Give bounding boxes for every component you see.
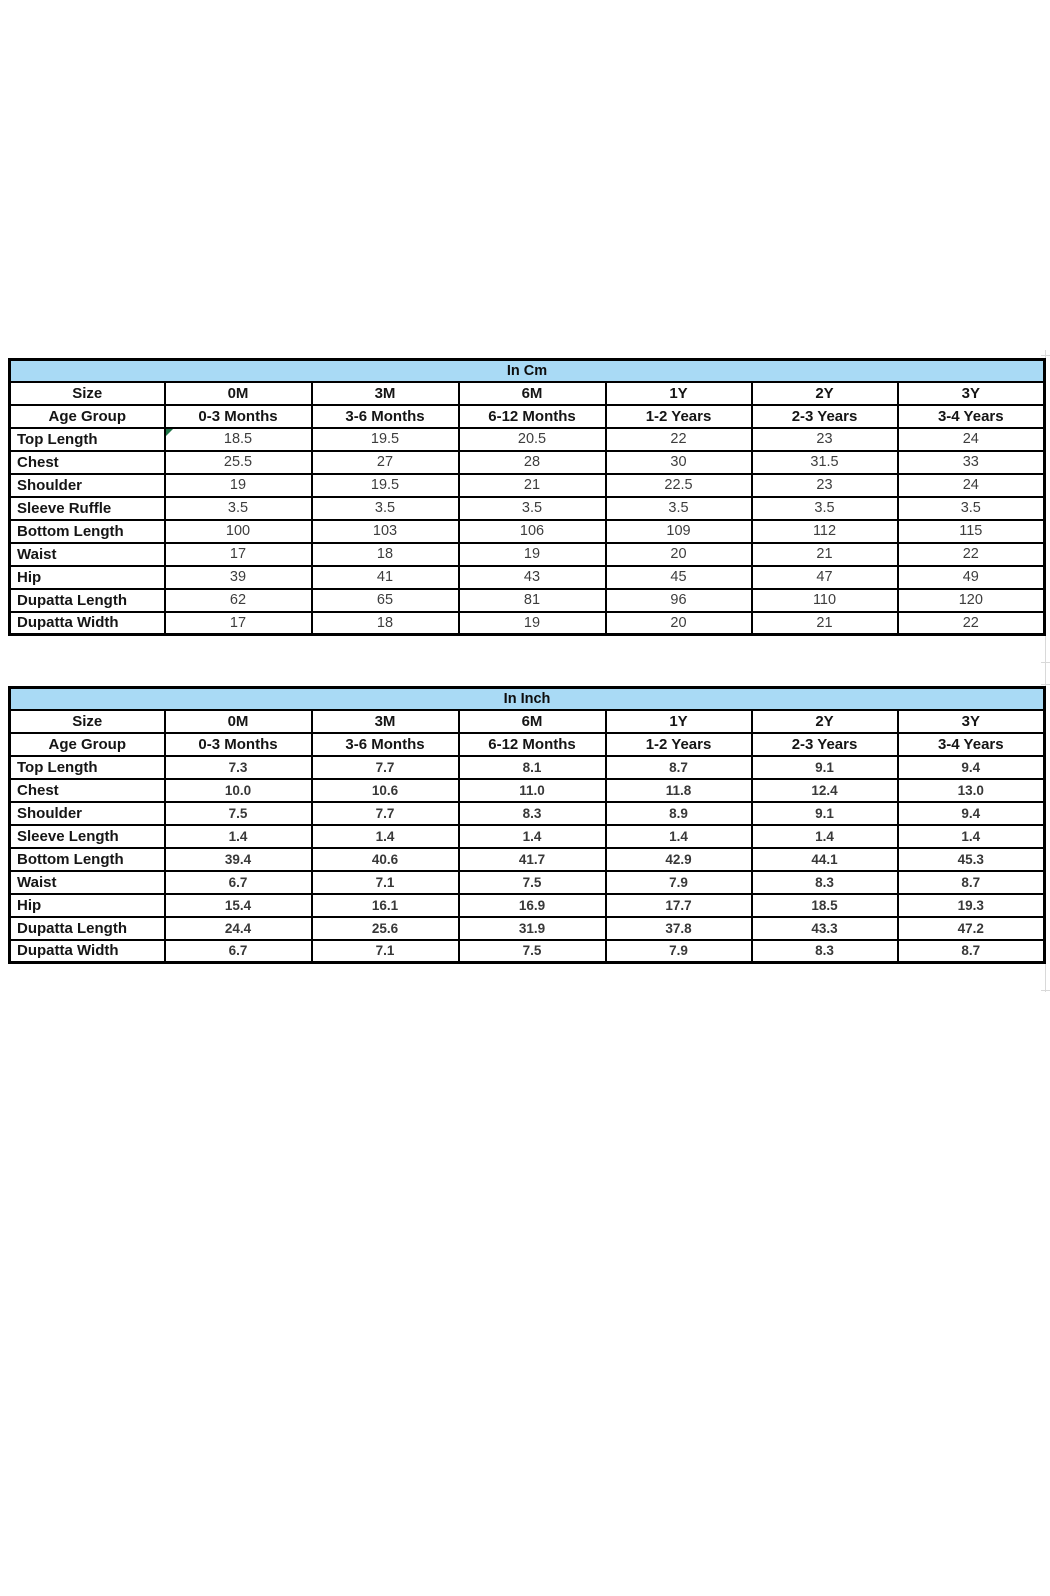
measurement-value: 24: [898, 428, 1045, 451]
measurement-value: 39.4: [165, 848, 312, 871]
measurement-value: 28: [459, 451, 606, 474]
measurement-value: 8.3: [752, 871, 898, 894]
age-header-cell: 0-3 Months: [165, 733, 312, 756]
measurement-value: 65: [312, 589, 459, 612]
size-header-cell: 3M: [312, 710, 459, 733]
size-header-cell: 3M: [312, 382, 459, 405]
measurement-value: 24.4: [165, 917, 312, 940]
measurement-value: 19: [165, 474, 312, 497]
worksheet-gridline-stub: [1041, 990, 1050, 991]
measurement-value: 7.5: [165, 802, 312, 825]
measurement-row: [10, 451, 1045, 474]
measurement-value: 11.8: [606, 779, 752, 802]
age-group-header-row: [10, 733, 1045, 756]
age-row-label: Age Group: [10, 405, 165, 428]
table-title: In Cm: [10, 360, 1045, 382]
measurement-row: [10, 497, 1045, 520]
measurement-value: 31.9: [459, 917, 606, 940]
measurement-label: Hip: [10, 894, 165, 917]
age-header-cell: 3-6 Months: [312, 733, 459, 756]
measurement-label: Chest: [10, 779, 165, 802]
age-header-cell: 1-2 Years: [606, 405, 752, 428]
age-row-label: Age Group: [10, 733, 165, 756]
measurement-value: 115: [898, 520, 1045, 543]
measurement-value: 1.4: [312, 825, 459, 848]
age-header-cell: 3-4 Years: [898, 405, 1045, 428]
measurement-label: Dupatta Length: [10, 589, 165, 612]
measurement-row: [10, 802, 1045, 825]
measurement-value: 6.7: [165, 940, 312, 963]
measurement-value: 22.5: [606, 474, 752, 497]
measurement-value: 112: [752, 520, 898, 543]
size-header-cell: 2Y: [752, 382, 898, 405]
measurement-label: Waist: [10, 543, 165, 566]
measurement-label: Waist: [10, 871, 165, 894]
worksheet-gridline-stub: [1041, 684, 1050, 685]
measurement-value: 3.5: [898, 497, 1045, 520]
measurement-label: Bottom Length: [10, 520, 165, 543]
measurement-row: [10, 756, 1045, 779]
size-header-row: [10, 382, 1045, 405]
measurement-value: 9.4: [898, 802, 1045, 825]
age-header-cell: 6-12 Months: [459, 405, 606, 428]
measurement-value: 109: [606, 520, 752, 543]
measurement-value: 19: [459, 612, 606, 635]
measurement-value: 8.3: [752, 940, 898, 963]
measurement-label: Dupatta Length: [10, 917, 165, 940]
size-header-cell: 6M: [459, 382, 606, 405]
measurement-value: 7.1: [312, 871, 459, 894]
size-row-label: Size: [10, 382, 165, 405]
measurement-value: 20: [606, 543, 752, 566]
measurement-row: [10, 917, 1045, 940]
measurement-value: 120: [898, 589, 1045, 612]
measurement-value: 8.1: [459, 756, 606, 779]
measurement-label: Dupatta Width: [10, 940, 165, 963]
age-header-cell: 3-4 Years: [898, 733, 1045, 756]
measurement-value: 40.6: [312, 848, 459, 871]
size-header-cell: 0M: [165, 382, 312, 405]
measurement-value: 1.4: [459, 825, 606, 848]
measurement-value: 16.9: [459, 894, 606, 917]
measurement-value: 47: [752, 566, 898, 589]
measurement-row: [10, 543, 1045, 566]
measurement-row: [10, 474, 1045, 497]
measurement-value: 7.5: [459, 940, 606, 963]
age-header-cell: 6-12 Months: [459, 733, 606, 756]
measurement-value: 11.0: [459, 779, 606, 802]
measurement-value: 7.7: [312, 802, 459, 825]
measurement-value: 7.9: [606, 940, 752, 963]
age-header-cell: 1-2 Years: [606, 733, 752, 756]
size-header-cell: 6M: [459, 710, 606, 733]
measurement-value: 9.1: [752, 802, 898, 825]
measurement-value: 43.3: [752, 917, 898, 940]
measurement-value: 19: [459, 543, 606, 566]
size-header-cell: 2Y: [752, 710, 898, 733]
measurement-value: 18: [312, 543, 459, 566]
age-header-cell: 0-3 Months: [165, 405, 312, 428]
measurement-value: 9.4: [898, 756, 1045, 779]
measurement-value: 45.3: [898, 848, 1045, 871]
measurement-value: 8.9: [606, 802, 752, 825]
measurement-value: 19.3: [898, 894, 1045, 917]
age-header-cell: 2-3 Years: [752, 405, 898, 428]
measurement-value: 3.5: [606, 497, 752, 520]
age-group-header-row: [10, 405, 1045, 428]
measurement-value: 45: [606, 566, 752, 589]
measurement-value: 21: [752, 612, 898, 635]
size-table-in-inch: [8, 686, 1046, 964]
measurement-value: 18.5: [752, 894, 898, 917]
measurement-label: Sleeve Length: [10, 825, 165, 848]
measurement-row: [10, 612, 1045, 635]
measurement-value: 19.5: [312, 474, 459, 497]
measurement-label: Dupatta Width: [10, 612, 165, 635]
measurement-label: Hip: [10, 566, 165, 589]
measurement-value: 17: [165, 543, 312, 566]
size-header-cell: 0M: [165, 710, 312, 733]
measurement-value: 100: [165, 520, 312, 543]
measurement-row: [10, 566, 1045, 589]
measurement-value: 8.3: [459, 802, 606, 825]
measurement-value: 25.6: [312, 917, 459, 940]
measurement-value: 17.7: [606, 894, 752, 917]
measurement-row: [10, 871, 1045, 894]
measurement-value: 7.5: [459, 871, 606, 894]
measurement-value: 62: [165, 589, 312, 612]
measurement-value: 96: [606, 589, 752, 612]
measurement-value: 39: [165, 566, 312, 589]
measurement-value: 24: [898, 474, 1045, 497]
measurement-value: 8.7: [898, 871, 1045, 894]
measurement-value: 3.5: [165, 497, 312, 520]
measurement-row: [10, 589, 1045, 612]
table-title-row: [10, 360, 1045, 382]
measurement-value: 20: [606, 612, 752, 635]
measurement-value: 6.7: [165, 871, 312, 894]
size-header-cell: 1Y: [606, 710, 752, 733]
measurement-value: 49: [898, 566, 1045, 589]
measurement-value: 17: [165, 612, 312, 635]
measurement-value: 81: [459, 589, 606, 612]
measurement-row: [10, 940, 1045, 963]
measurement-value: 7.7: [312, 756, 459, 779]
measurement-value: 16.1: [312, 894, 459, 917]
measurement-label: Top Length: [10, 428, 165, 451]
measurement-row: [10, 894, 1045, 917]
measurement-value: 22: [898, 612, 1045, 635]
measurement-value: 37.8: [606, 917, 752, 940]
size-header-cell: 1Y: [606, 382, 752, 405]
table-title: In Inch: [10, 688, 1045, 710]
measurement-value: 103: [312, 520, 459, 543]
measurement-row: [10, 779, 1045, 802]
measurement-row: [10, 848, 1045, 871]
size-table-in-cm: [8, 358, 1046, 636]
measurement-value: 23: [752, 428, 898, 451]
table-title-row: [10, 688, 1045, 710]
measurement-value: 25.5: [165, 451, 312, 474]
measurement-value: 21: [752, 543, 898, 566]
measurement-value: 12.4: [752, 779, 898, 802]
measurement-value: 7.3: [165, 756, 312, 779]
measurement-value: 7.9: [606, 871, 752, 894]
measurement-label: Top Length: [10, 756, 165, 779]
measurement-value: 110: [752, 589, 898, 612]
worksheet-gridline-stub: [1041, 662, 1050, 663]
measurement-value: 19.5: [312, 428, 459, 451]
measurement-row: [10, 520, 1045, 543]
measurement-value: 1.4: [606, 825, 752, 848]
measurement-row: [10, 825, 1045, 848]
measurement-value: 8.7: [898, 940, 1045, 963]
size-row-label: Size: [10, 710, 165, 733]
measurement-value: 3.5: [312, 497, 459, 520]
measurement-value: 1.4: [752, 825, 898, 848]
measurement-value: 10.6: [312, 779, 459, 802]
measurement-value: 23: [752, 474, 898, 497]
measurement-value: 106: [459, 520, 606, 543]
measurement-label: Shoulder: [10, 474, 165, 497]
measurement-label: Chest: [10, 451, 165, 474]
age-header-cell: 2-3 Years: [752, 733, 898, 756]
measurement-value: 9.1: [752, 756, 898, 779]
measurement-value: 18: [312, 612, 459, 635]
measurement-row: [10, 428, 1045, 451]
measurement-label: Bottom Length: [10, 848, 165, 871]
measurement-value: 27: [312, 451, 459, 474]
measurement-value: 22: [606, 428, 752, 451]
measurement-value: 13.0: [898, 779, 1045, 802]
measurement-value: 33: [898, 451, 1045, 474]
measurement-value: 15.4: [165, 894, 312, 917]
age-header-cell: 3-6 Months: [312, 405, 459, 428]
measurement-value: 1.4: [165, 825, 312, 848]
measurement-value: 30: [606, 451, 752, 474]
measurement-value: 3.5: [752, 497, 898, 520]
measurement-label: Sleeve Ruffle: [10, 497, 165, 520]
worksheet-gridline-stub: [1041, 355, 1050, 356]
measurement-value: 18.5: [165, 428, 312, 451]
measurement-value: 42.9: [606, 848, 752, 871]
measurement-value: 44.1: [752, 848, 898, 871]
measurement-value: 3.5: [459, 497, 606, 520]
size-header-cell: 3Y: [898, 382, 1045, 405]
measurement-value: 1.4: [898, 825, 1045, 848]
cell-error-indicator-icon: [166, 429, 173, 436]
size-header-cell: 3Y: [898, 710, 1045, 733]
measurement-value: 21: [459, 474, 606, 497]
measurement-value: 7.1: [312, 940, 459, 963]
measurement-value: 41.7: [459, 848, 606, 871]
measurement-value: 31.5: [752, 451, 898, 474]
measurement-value: 43: [459, 566, 606, 589]
measurement-value: 47.2: [898, 917, 1045, 940]
measurement-value: 8.7: [606, 756, 752, 779]
measurement-value: 10.0: [165, 779, 312, 802]
measurement-value: 41: [312, 566, 459, 589]
size-header-row: [10, 710, 1045, 733]
measurement-label: Shoulder: [10, 802, 165, 825]
measurement-value: 20.5: [459, 428, 606, 451]
measurement-value: 22: [898, 543, 1045, 566]
